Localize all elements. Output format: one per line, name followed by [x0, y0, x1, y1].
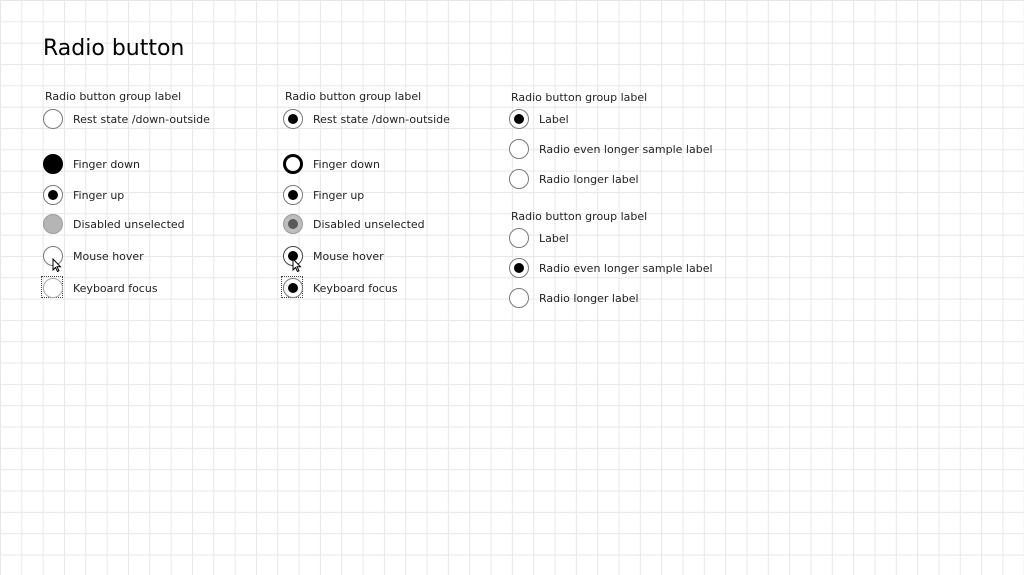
- radio-circle-icon[interactable]: [509, 139, 529, 159]
- radio-selected-icon[interactable]: [283, 185, 303, 205]
- radio-selected-icon[interactable]: [283, 109, 303, 129]
- mouse-cursor-icon: [292, 258, 302, 272]
- radio-option[interactable]: [509, 109, 569, 129]
- radio-circle-icon[interactable]: [509, 169, 529, 189]
- radio-label: Label: [539, 231, 569, 245]
- page-title: Radio button: [43, 36, 185, 61]
- radio-mouse-hover-selected[interactable]: [283, 246, 384, 266]
- radio-finger-up[interactable]: [43, 185, 124, 205]
- radio-label: Finger up: [313, 188, 365, 202]
- radio-label: Disabled unselected: [73, 217, 185, 231]
- radio-circle-icon[interactable]: [509, 288, 529, 308]
- radio-label: Label: [539, 112, 569, 126]
- radio-disabled-selected-icon: [283, 214, 303, 234]
- radio-filled-icon[interactable]: [43, 154, 63, 174]
- radio-label: Finger up: [73, 188, 125, 202]
- radio-option[interactable]: [509, 258, 713, 278]
- radio-rest-unselected[interactable]: [43, 109, 210, 129]
- radio-option[interactable]: [509, 288, 639, 308]
- radio-label: Rest state /down-outside: [313, 112, 450, 126]
- radio-label: Radio longer label: [539, 172, 639, 186]
- radio-selected-icon[interactable]: [283, 246, 303, 266]
- radio-option[interactable]: [509, 139, 713, 159]
- radio-finger-up-selected[interactable]: [283, 185, 364, 205]
- radio-label: Keyboard focus: [313, 281, 398, 295]
- radio-rest-selected[interactable]: [283, 109, 450, 129]
- radio-option[interactable]: [509, 228, 569, 248]
- radio-label: Finger down: [73, 157, 141, 171]
- radio-label: Radio even longer sample label: [539, 142, 713, 156]
- radio-label: Mouse hover: [73, 249, 144, 263]
- radio-mouse-hover[interactable]: [43, 246, 144, 266]
- radio-keyboard-focus[interactable]: [43, 278, 158, 298]
- radio-selected-icon[interactable]: [509, 258, 529, 278]
- radio-label: Disabled unselected: [313, 217, 425, 231]
- radio-label: Radio even longer sample label: [539, 261, 713, 275]
- group-label: Radio button group label: [45, 90, 182, 103]
- radio-disabled-selected: [283, 214, 425, 234]
- group-label: Radio button group label: [511, 91, 648, 104]
- radio-label: Mouse hover: [313, 249, 384, 263]
- radio-selected-icon[interactable]: [509, 109, 529, 129]
- group-label: Radio button group label: [511, 210, 648, 223]
- radio-label: Keyboard focus: [73, 281, 158, 295]
- radio-selected-icon[interactable]: [43, 185, 63, 205]
- radio-focus-icon[interactable]: [283, 278, 303, 298]
- radio-disabled-icon: [43, 214, 63, 234]
- radio-disabled-unselected: [43, 214, 185, 234]
- radio-pressed-icon[interactable]: [283, 154, 303, 174]
- radio-label: Rest state /down-outside: [73, 112, 210, 126]
- radio-circle-icon[interactable]: [43, 109, 63, 129]
- group-label: Radio button group label: [285, 90, 422, 103]
- radio-finger-down-unselected[interactable]: [43, 154, 140, 174]
- radio-label: Radio longer label: [539, 291, 639, 305]
- radio-focus-icon[interactable]: [43, 278, 63, 298]
- mouse-cursor-icon: [52, 258, 62, 272]
- radio-circle-icon[interactable]: [43, 246, 63, 266]
- radio-label: Finger down: [313, 157, 381, 171]
- radio-circle-icon[interactable]: [509, 228, 529, 248]
- radio-keyboard-focus-selected[interactable]: [283, 278, 398, 298]
- radio-finger-down-selected[interactable]: [283, 154, 380, 174]
- radio-option[interactable]: [509, 169, 639, 189]
